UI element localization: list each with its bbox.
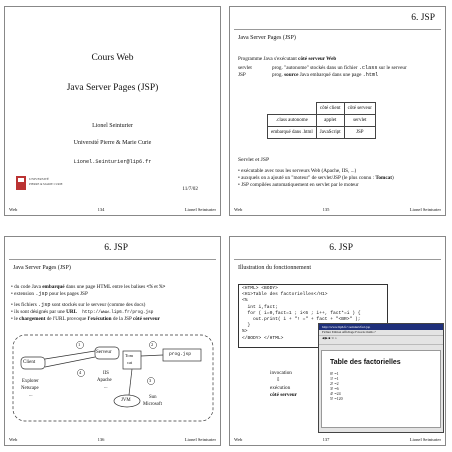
bullet-item: • auxquels on a ajouté un "moteur" de servlet/JSP (le plus connu : Tomcat) bbox=[238, 175, 394, 181]
output-line: 5! =120 bbox=[330, 396, 343, 401]
table-cell: .class autonome bbox=[268, 115, 317, 127]
university-logo bbox=[15, 175, 63, 193]
arrow-jvm bbox=[129, 369, 132, 395]
bullet-item: • exécutable avec tous les serveurs Web (Apache, IIS, ...) bbox=[238, 168, 357, 174]
arrow-file bbox=[141, 355, 163, 356]
output-line: 0! =1 bbox=[330, 371, 339, 376]
table-cell: embarqué dans .html bbox=[268, 127, 317, 139]
bullet-item: • les fichiers .jsp sont stockés sur le serveur (comme des docs) bbox=[11, 302, 146, 308]
output-line: 1! =1 bbox=[330, 376, 339, 381]
comparison-table bbox=[267, 102, 376, 139]
bullet-text: exécutable avec tous les serveurs Web (Apache, IIS, ...) bbox=[241, 168, 357, 174]
footer-page-number: 136 bbox=[97, 437, 105, 442]
slide-jsp-example bbox=[229, 236, 446, 446]
footer-page-number: 134 bbox=[97, 207, 105, 212]
university-name: Université Pierre & Marie Curie bbox=[73, 140, 152, 146]
author-email: Lionel.Seinturier@lip6.fr bbox=[73, 159, 152, 165]
code-line: <HTML> <BODY> bbox=[242, 286, 278, 291]
bullet-bold: Tomcat bbox=[375, 175, 392, 181]
code-line: int i,fact; bbox=[242, 304, 278, 310]
row-code: .html bbox=[362, 72, 379, 78]
row-text: prog. bbox=[272, 72, 285, 78]
jvm-vendor: Sun bbox=[149, 395, 157, 400]
step-label: 1 bbox=[78, 342, 81, 347]
tomcat-label: cat bbox=[127, 360, 133, 365]
output-line: 2! =2 bbox=[330, 381, 339, 386]
browser-content bbox=[321, 350, 441, 428]
footer-left: Web bbox=[9, 437, 18, 442]
footer-right: Lionel Seinturier bbox=[409, 437, 441, 442]
row-text-mid: Java embarqué dans une page bbox=[298, 72, 363, 78]
slide-header: 6. JSP bbox=[104, 243, 128, 253]
header-rule bbox=[9, 259, 216, 260]
server-side-label: côté serveur bbox=[270, 392, 297, 398]
table-header: côté serveur bbox=[344, 103, 375, 115]
slide-footer bbox=[9, 207, 216, 212]
table-cell: applet bbox=[316, 115, 344, 127]
server-software: IIS bbox=[103, 371, 109, 376]
browser-window bbox=[318, 323, 444, 433]
refresh-icon[interactable]: ↻ bbox=[331, 336, 334, 340]
output-line: 3! =6 bbox=[330, 386, 339, 391]
code-line: <H1>Table des factorielles</H1> bbox=[242, 292, 328, 298]
section-title: Java Server Pages (JSP) bbox=[238, 35, 296, 41]
architecture-diagram bbox=[11, 329, 217, 437]
server-software: ... bbox=[104, 385, 108, 390]
diagram-shapes bbox=[11, 329, 217, 437]
slide-title bbox=[4, 6, 221, 216]
client-software: Netscape bbox=[21, 386, 39, 391]
home-icon[interactable]: ⌂ bbox=[334, 336, 337, 340]
table-cell: servlet bbox=[344, 115, 375, 127]
row-label: JSP bbox=[238, 72, 246, 78]
jvm-vendor: Microsoft bbox=[143, 402, 162, 407]
bullet-item: • JSP compilées automatiquement en servlet par le moteur bbox=[238, 182, 359, 188]
row-code: .class bbox=[358, 65, 378, 71]
footer-left: Web bbox=[9, 207, 18, 212]
jvm-label: JVM bbox=[121, 398, 131, 403]
intro-line bbox=[238, 56, 336, 62]
section-title: Java Server Pages (JSP) bbox=[13, 265, 71, 271]
client-label: Client bbox=[23, 360, 36, 365]
header-rule bbox=[234, 29, 441, 30]
server-label: Serveur bbox=[96, 350, 112, 355]
browser-titlebar: http://www.lip6.fr/~seinturi/fact.jsp bbox=[319, 324, 443, 330]
browser-toolbar[interactable] bbox=[319, 336, 443, 345]
header-rule bbox=[234, 259, 441, 260]
slide-header: 6. JSP bbox=[411, 13, 435, 23]
table-header: côté client bbox=[316, 103, 344, 115]
arrow-response bbox=[45, 357, 95, 367]
bullet-item: • extension .jsp pour les pages JSP bbox=[11, 291, 88, 297]
client-software: ... bbox=[29, 393, 33, 398]
slide-footer bbox=[9, 437, 216, 442]
bullet-text: JSP compilées automatiquement en servlet par le moteur bbox=[241, 182, 359, 188]
logo-line-2: PIERRE & MARIE CURIE bbox=[29, 182, 63, 186]
step-label: 4 bbox=[79, 370, 82, 375]
step-label: 2 bbox=[151, 342, 154, 347]
execution-label: exécution bbox=[270, 385, 291, 391]
example-url: http://www.lip6.fr/prog.jsp bbox=[82, 310, 154, 315]
code-line: out.print( i + "! =" + fact + "<BR>" ); bbox=[242, 317, 361, 323]
browser-menubar[interactable]: Fichier Edition Affichage Favoris Outils ? bbox=[319, 330, 443, 336]
course-title: Cours Web bbox=[91, 53, 134, 63]
table-cell: JSP bbox=[344, 127, 375, 139]
back-icon[interactable]: ◀ bbox=[322, 336, 325, 340]
output-line: 4! =24 bbox=[330, 391, 341, 396]
bullet-item: • ils sont désignés par une URL http://www.lip6.fr/prog.jsp bbox=[11, 309, 154, 315]
slide-jsp-principle bbox=[4, 236, 221, 446]
footer-right: Lionel Seinturier bbox=[184, 437, 216, 442]
footer-page-number: 135 bbox=[322, 207, 330, 212]
row-text-end: sur le serveur bbox=[377, 65, 407, 71]
footer-page-number: 137 bbox=[322, 437, 330, 442]
author-name: Lionel Seinturier bbox=[92, 123, 133, 129]
tomcat-label: Tom bbox=[125, 353, 133, 358]
row-jsp bbox=[238, 72, 378, 78]
page-heading: Table des factorielles bbox=[330, 359, 401, 366]
server-software: Apache bbox=[97, 378, 112, 383]
row-bold: source bbox=[284, 72, 299, 78]
code-line: </BODY> </HTML> bbox=[242, 335, 284, 341]
row-text: prog. "autonome" stockés dans un fichier bbox=[272, 65, 359, 71]
intro-text: Programme Java s'exécutant bbox=[238, 56, 299, 62]
code-line: } bbox=[242, 323, 251, 329]
intro-bold: côté serveur Web bbox=[298, 56, 337, 62]
section-title-2: Servlet et JSP bbox=[238, 157, 270, 163]
footer-left: Web bbox=[234, 207, 243, 212]
code-line: for ( i=0,fact=1 ; i<6 ; i++, fact*=i ) { bbox=[242, 310, 361, 316]
code-line: <% bbox=[242, 298, 248, 304]
factorial-output bbox=[330, 371, 343, 401]
section-title: Illustration du fonctionnement bbox=[238, 265, 311, 271]
file-label: prog.jsp bbox=[169, 352, 192, 357]
arrow-request bbox=[45, 351, 95, 359]
bullet-item: • le chargement de l'URL provoque l'exécution de la JSP côté serveur bbox=[11, 316, 160, 322]
bullet-text: auxquels on a ajouté un "moteur" de servlet/JSP (le plus connu : bbox=[241, 175, 376, 181]
stop-icon[interactable]: ■ bbox=[328, 336, 331, 340]
slide-date: 11/7/02 bbox=[182, 186, 198, 192]
slide-header: 6. JSP bbox=[329, 243, 353, 253]
course-subtitle: Java Server Pages (JSP) bbox=[66, 83, 159, 93]
footer-right: Lionel Seinturier bbox=[184, 207, 216, 212]
slide-footer bbox=[234, 437, 441, 442]
row-servlet bbox=[238, 65, 407, 71]
slide-jsp-intro bbox=[229, 6, 446, 216]
footer-right: Lionel Seinturier bbox=[409, 207, 441, 212]
logo-line-1: UNIVERSITÉ bbox=[29, 177, 49, 181]
footer-left: Web bbox=[234, 437, 243, 442]
row-label: servlet bbox=[238, 65, 252, 71]
forward-icon[interactable]: ▶ bbox=[325, 336, 328, 340]
code-line: %> bbox=[242, 329, 248, 335]
client-software: Explorer bbox=[22, 379, 39, 384]
table-cell: JavaScript bbox=[316, 127, 344, 139]
invocation-label: invocation bbox=[270, 370, 292, 376]
step-label: 3 bbox=[149, 378, 152, 383]
slide-footer bbox=[234, 207, 441, 212]
down-arrow-icon: ⇩ bbox=[276, 377, 281, 383]
bullet-item: • du code Java embarqué dans une page HTML entre les balises <% et %> bbox=[11, 284, 166, 290]
